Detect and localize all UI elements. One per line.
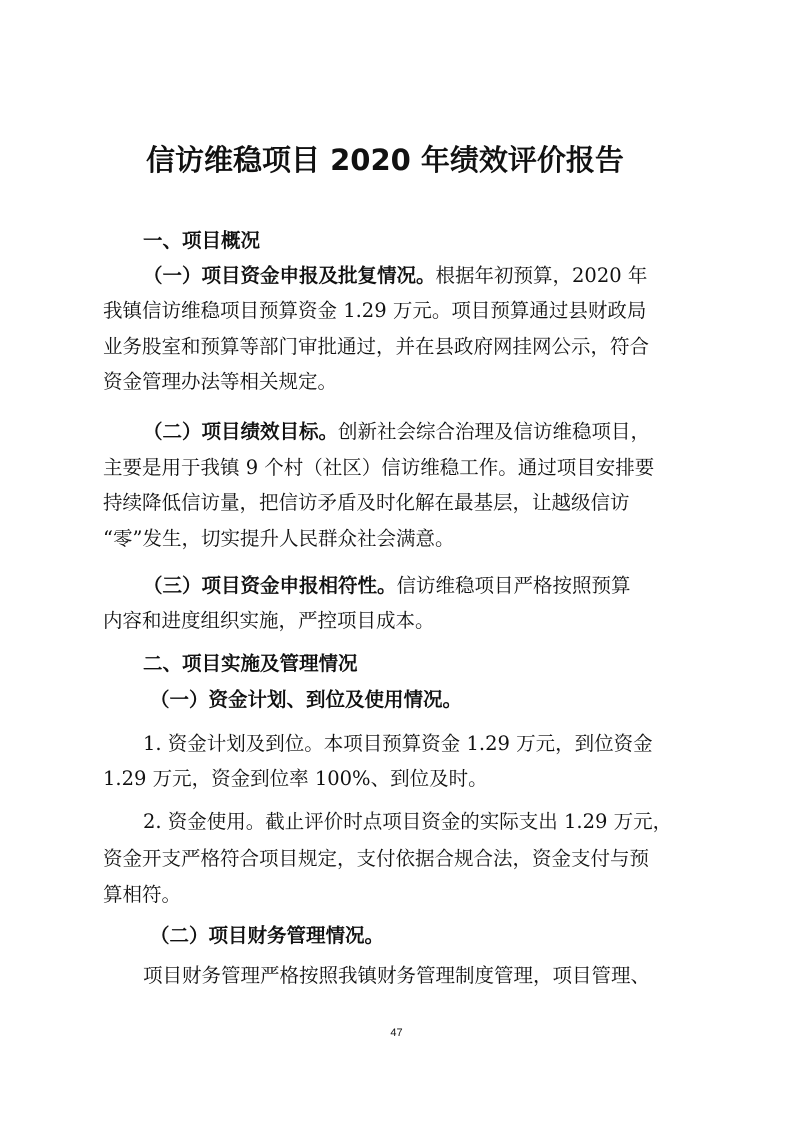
paragraph-line: 项目财务管理严格按照我镇财务管理制度管理，项目管理、	[143, 964, 651, 987]
paragraph-text: 根据年初预算，2020 年	[435, 264, 648, 287]
page-number: 47	[390, 1027, 403, 1039]
paragraph-line: 主要是用于我镇 9 个村（社区）信访维稳工作。通过项目安排要	[103, 456, 655, 479]
paragraph-line: “零”发生，切实提升人民群众社会满意。	[103, 527, 455, 550]
paragraph-line: 1.29 万元，资金到位率 100%、到位及时。	[103, 767, 488, 790]
section2-heading: 二、项目实施及管理情况	[143, 652, 358, 675]
paragraph-line: 算相符。	[103, 883, 182, 906]
paragraph-line: 资金开支严格符合项目规定，支付依据合规合法，资金支付与预	[103, 847, 650, 870]
paragraph-line: 我镇信访维稳项目预算资金 1.29 万元。项目预算通过县财政局	[103, 299, 647, 322]
paragraph-line: 内容和进度组织实施，严控项目成本。	[103, 609, 435, 632]
paragraph-line: 1. 资金计划及到位。本项目预算资金 1.29 万元，到位资金	[143, 732, 653, 755]
paragraph-line: 业务股室和预算等部门审批通过，并在县政府网挂网公示，符合	[103, 335, 650, 358]
paragraph-line	[143, 572, 631, 600]
paragraph-label: （三）项目资金申报相符性。	[143, 574, 397, 597]
paragraph-text: 创新社会综合治理及信访维稳项目，	[338, 420, 651, 443]
paragraph-line: 持续降低信访量，把信访矛盾及时化解在最基层，让越级信访	[103, 491, 630, 514]
paragraph-line	[143, 262, 647, 290]
paragraph-label: （二）项目绩效目标。	[143, 420, 339, 443]
paragraph-line: 资金管理办法等相关规定。	[103, 370, 338, 393]
subsection-heading: （一）资金计划、到位及使用情况。	[150, 688, 463, 711]
paragraph-label: （一）项目资金申报及批复情况。	[143, 264, 436, 287]
document-title: 信访维稳项目 2020 年绩效评价报告	[146, 143, 624, 177]
paragraph-line: 2. 资金使用。截止评价时点项目资金的实际支出 1.29 万元，	[143, 810, 673, 833]
section1-heading: 一、项目概况	[143, 229, 261, 252]
paragraph-text: 信访维稳项目严格按照预算	[396, 574, 631, 597]
subsection-heading: （二）项目财务管理情况。	[150, 924, 385, 947]
paragraph-line	[143, 418, 650, 446]
